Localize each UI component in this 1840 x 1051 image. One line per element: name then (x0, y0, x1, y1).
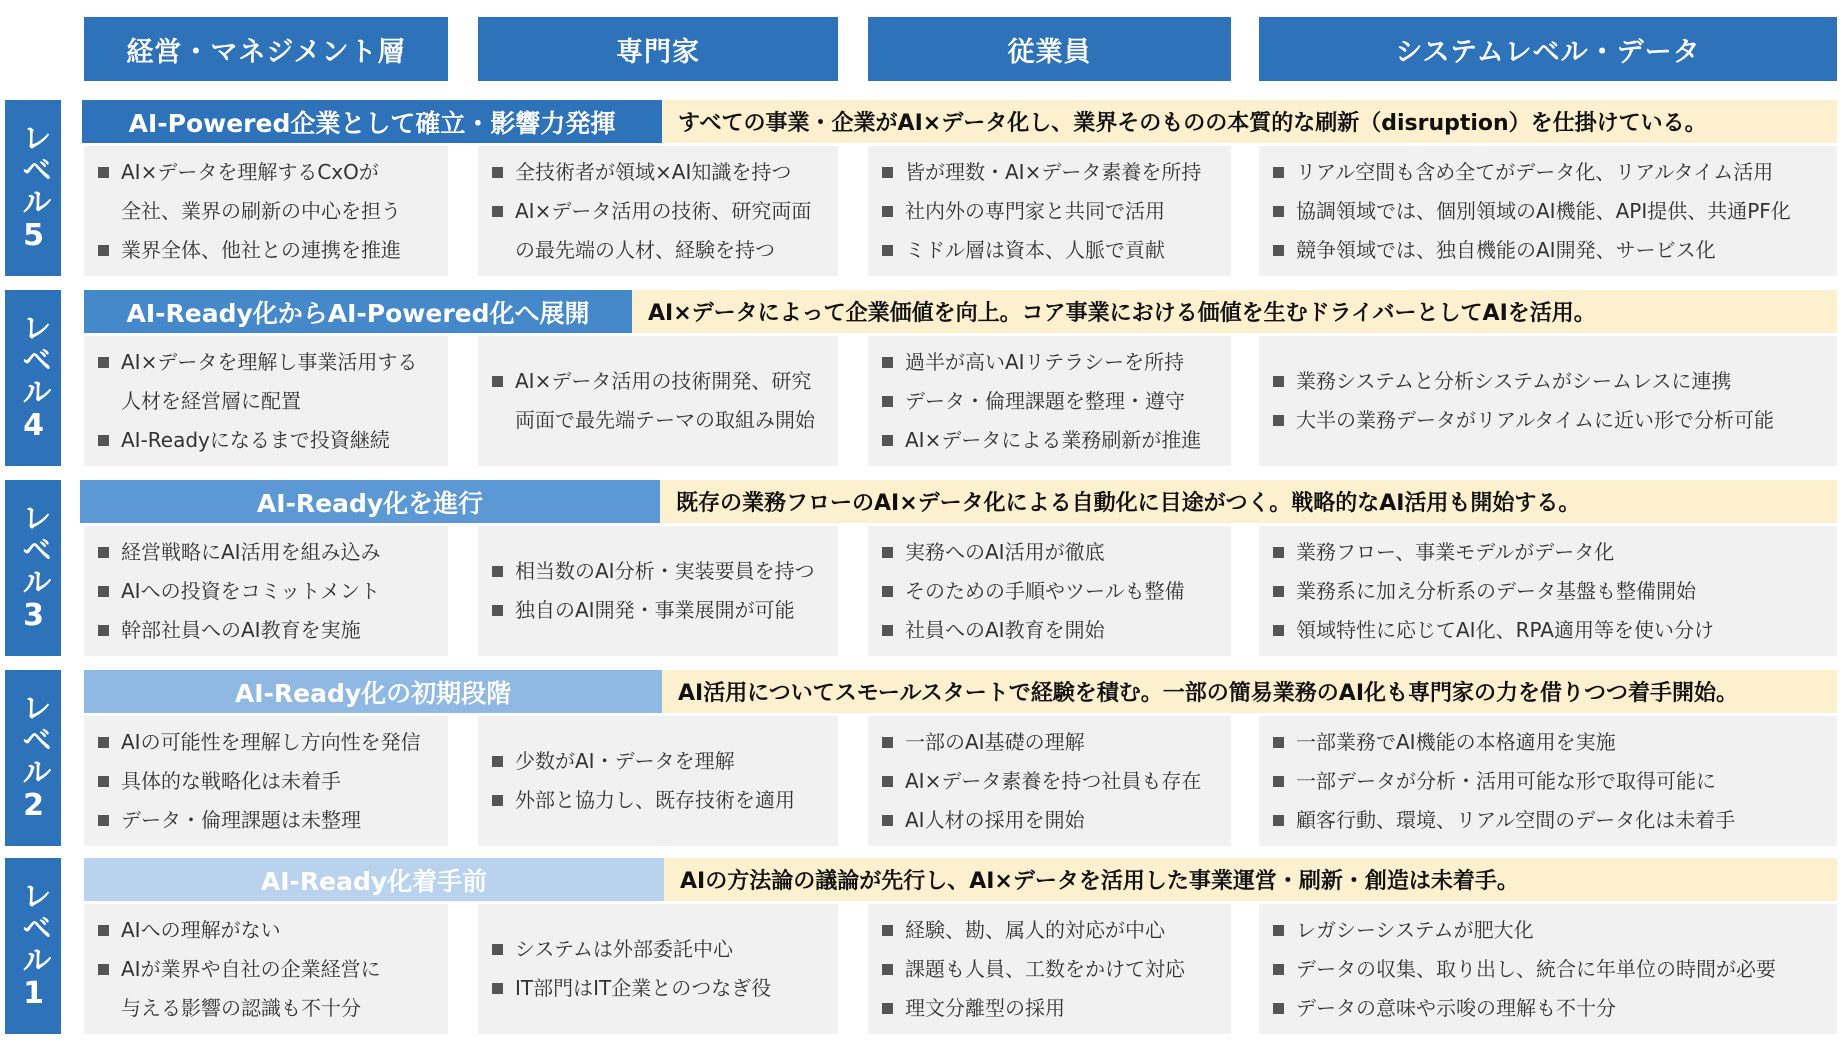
square-bullet-icon (1273, 925, 1284, 936)
square-bullet-icon (492, 605, 503, 616)
bullet-item-continuation (98, 382, 436, 421)
bullet-text: 一部データが分析・活用可能な形で取得可能に (1296, 768, 1716, 793)
bullet-item (492, 742, 826, 781)
bullet-text: 業務フロー、事業モデルがデータ化 (1296, 539, 1615, 564)
square-bullet-icon (1273, 376, 1284, 387)
bullet-item (882, 911, 1219, 950)
bullet-text: AIの可能性を理解し方向性を発信 (121, 729, 421, 754)
square-bullet-icon (492, 167, 503, 178)
square-bullet-icon (1273, 586, 1284, 597)
cell-experts-level-2 (478, 716, 838, 846)
bullet-text: 領域特性に応じてAI化、RPA適用等を使い分け (1296, 617, 1714, 642)
square-bullet-icon (98, 737, 109, 748)
level-title-2: AI-Ready化の初期段階 (84, 670, 662, 713)
square-bullet-icon (882, 167, 893, 178)
bullet-text: データ・倫理課題は未整理 (121, 807, 361, 832)
header-system-data: システムレベル・データ (1259, 17, 1837, 81)
cell-system-data-level-4 (1259, 336, 1837, 466)
bullet-item-continuation (492, 231, 826, 270)
bullet-text: AIへの理解がない (121, 917, 281, 942)
square-bullet-icon (1273, 625, 1284, 636)
square-bullet-icon (98, 625, 109, 636)
bullet-item (882, 231, 1219, 270)
cell-employees-level-1 (868, 904, 1231, 1034)
cell-experts-level-4 (478, 336, 838, 466)
bullet-text: 全技術者が領域×AI知識を持つ (515, 159, 792, 184)
level-tab-5: レベル5 (5, 100, 61, 276)
square-bullet-icon (882, 245, 893, 256)
square-bullet-icon (1273, 1003, 1284, 1014)
square-bullet-icon (882, 776, 893, 787)
bullet-text: AI×データによる業務刷新が推進 (905, 427, 1202, 452)
square-bullet-icon (492, 756, 503, 767)
square-bullet-icon (1273, 964, 1284, 975)
bullet-item (882, 153, 1219, 192)
square-bullet-icon (492, 566, 503, 577)
bullet-item (882, 611, 1219, 650)
square-bullet-icon (1273, 245, 1284, 256)
bullet-item (492, 969, 826, 1008)
bullet-text: 具体的な戦略化は未着手 (121, 768, 341, 793)
bullet-text: 一部のAI基礎の理解 (905, 729, 1085, 754)
bullet-item (1273, 911, 1825, 950)
bullet-item (882, 382, 1219, 421)
bullet-item (1273, 989, 1825, 1028)
square-bullet-icon (1273, 776, 1284, 787)
bullet-text: 協調領域では、個別領域のAI機能、API提供、共通PF化 (1296, 198, 1791, 223)
bullet-item (1273, 362, 1825, 401)
bullet-text: 理文分離型の採用 (905, 995, 1065, 1020)
square-bullet-icon (98, 925, 109, 936)
bullet-item (1273, 533, 1825, 572)
square-bullet-icon (882, 964, 893, 975)
bullet-text: 業務システムと分析システムがシームレスに連携 (1296, 369, 1732, 393)
square-bullet-icon (98, 586, 109, 597)
bullet-text: 皆が理数・AI×データ素養を所持 (905, 159, 1202, 184)
bullet-item (98, 611, 436, 650)
level-title-3: AI-Ready化を進行 (80, 480, 660, 523)
square-bullet-icon (98, 167, 109, 178)
bullet-text: 実務へのAI活用が徹底 (905, 539, 1105, 564)
bullet-item (1273, 192, 1825, 231)
cell-experts-level-5 (478, 146, 838, 276)
bullet-text: 相当数のAI分析・実装要員を持つ (515, 559, 815, 583)
level-summary-3: 既存の業務フローのAI×データ化による自動化に目途がつく。戦略的なAI活用も開始する。 (660, 480, 1837, 523)
level-summary-4: AI×データによって企業価値を向上。コア事業における価値を生むドライバーとしてAIを活用。 (632, 290, 1837, 333)
square-bullet-icon (98, 815, 109, 826)
square-bullet-icon (882, 625, 893, 636)
bullet-item (492, 362, 826, 401)
bullet-text: そのための手順やツールも整備 (905, 578, 1185, 603)
bullet-text: 経営戦略にAI活用を組み込み (121, 539, 381, 564)
bullet-text: 過半が高いAIリテラシーを所持 (905, 349, 1185, 374)
square-bullet-icon (1273, 167, 1284, 178)
bullet-item (492, 153, 826, 192)
level-title-1: AI-Ready化着手前 (84, 858, 664, 901)
bullet-text: AIへの投資をコミットメント (121, 578, 380, 603)
square-bullet-icon (882, 547, 893, 558)
square-bullet-icon (882, 435, 893, 446)
bullet-text: AI×データ素養を持つ社員も存在 (905, 768, 1202, 793)
bullet-text: データの収集、取り出し、統合に年単位の時間が必要 (1296, 956, 1776, 981)
square-bullet-icon (98, 964, 109, 975)
bullet-text: リアル空間も含め全てがデータ化、リアルタイム活用 (1296, 159, 1774, 184)
level-tab-1: レベル1 (5, 858, 61, 1034)
square-bullet-icon (882, 1003, 893, 1014)
cell-system-data-level-3 (1259, 526, 1837, 656)
bullet-item (882, 989, 1219, 1028)
cell-employees-level-4 (868, 336, 1231, 466)
bullet-item (98, 950, 436, 989)
bullet-item (1273, 611, 1825, 650)
square-bullet-icon (1273, 206, 1284, 217)
square-bullet-icon (492, 376, 503, 387)
bullet-item (98, 153, 436, 192)
bullet-item (1273, 762, 1825, 801)
bullet-item (1273, 153, 1825, 192)
square-bullet-icon (882, 357, 893, 368)
bullet-item (1273, 231, 1825, 270)
square-bullet-icon (882, 737, 893, 748)
bullet-item (1273, 801, 1825, 840)
bullet-item (492, 591, 826, 630)
square-bullet-icon (882, 586, 893, 597)
bullet-item (98, 911, 436, 950)
bullet-item (98, 762, 436, 801)
bullet-item (882, 572, 1219, 611)
bullet-text: ミドル層は資本、人脈で貢献 (905, 237, 1165, 262)
bullet-text: 顧客行動、環境、リアル空間のデータ化は未着手 (1296, 807, 1736, 832)
square-bullet-icon (492, 206, 503, 217)
bullet-text: 競争領域では、独自機能のAI開発、サービス化 (1296, 237, 1716, 262)
bullet-text: 少数がAI・データを理解 (515, 749, 735, 773)
bullet-text: AI-Readyになるまで投資継続 (121, 427, 390, 452)
header-management: 経営・マネジメント層 (84, 17, 448, 81)
bullet-item (882, 762, 1219, 801)
bullet-text: 一部業務でAI機能の本格適用を実施 (1296, 729, 1616, 754)
bullet-item (98, 533, 436, 572)
bullet-item (492, 192, 826, 231)
square-bullet-icon (1273, 547, 1284, 558)
bullet-item (1273, 723, 1825, 762)
bullet-text: AIが業界や自社の企業経営に (121, 956, 381, 981)
cell-management-level-2 (84, 716, 448, 846)
bullet-item (882, 343, 1219, 382)
bullet-text: AI×データ活用の技術開発、研究 (515, 369, 812, 393)
cell-employees-level-2 (868, 716, 1231, 846)
bullet-item (98, 343, 436, 382)
bullet-item (882, 723, 1219, 762)
bullet-item (882, 421, 1219, 460)
square-bullet-icon (98, 435, 109, 446)
square-bullet-icon (98, 776, 109, 787)
level-summary-1: AIの方法論の議論が先行し、AI×データを活用した事業運営・刷新・創造は未着手。 (664, 858, 1837, 901)
bullet-text: AI×データを理解するCxOが (121, 159, 379, 184)
bullet-text: レガシーシステムが肥大化 (1296, 917, 1534, 942)
level-summary-2: AI活用についてスモールスタートで経験を積む。一部の簡易業務のAI化も専門家の力を借りつつ着手開始。 (662, 670, 1837, 713)
bullet-text: 社内外の専門家と共同で活用 (905, 198, 1165, 223)
square-bullet-icon (1273, 815, 1284, 826)
cell-system-data-level-5 (1259, 146, 1837, 276)
bullet-item (882, 192, 1219, 231)
square-bullet-icon (492, 983, 503, 994)
bullet-text: 幹部社員へのAI教育を実施 (121, 617, 361, 642)
bullet-text: システムは外部委託中心 (515, 937, 733, 961)
bullet-item (1273, 401, 1825, 440)
cell-management-level-3 (84, 526, 448, 656)
cell-system-data-level-1 (1259, 904, 1837, 1034)
bullet-text: 経験、勘、属人的対応が中心 (905, 917, 1165, 942)
bullet-text: AI×データ活用の技術、研究両面 (515, 198, 812, 223)
bullet-text: 業界全体、他社との連携を推進 (121, 237, 401, 262)
bullet-item-continuation (492, 401, 826, 440)
bullet-text: 独自のAI開発・事業展開が可能 (515, 598, 795, 622)
bullet-text: 人材を経営層に配置 (121, 388, 301, 413)
cell-employees-level-5 (868, 146, 1231, 276)
cell-management-level-1 (84, 904, 448, 1034)
bullet-item (882, 801, 1219, 840)
square-bullet-icon (882, 925, 893, 936)
square-bullet-icon (98, 357, 109, 368)
square-bullet-icon (1273, 737, 1284, 748)
level-summary-5: すべての事業・企業がAI×データ化し、業界そのものの本質的な刷新（disruption）を仕掛けている。 (662, 100, 1837, 143)
bullet-item (882, 950, 1219, 989)
bullet-item-continuation (98, 989, 436, 1028)
cell-employees-level-3 (868, 526, 1231, 656)
level-tab-4: レベル4 (5, 290, 61, 466)
bullet-item (98, 572, 436, 611)
level-tab-3: レベル3 (5, 480, 61, 656)
bullet-item (492, 781, 826, 820)
bullet-item (492, 930, 826, 969)
level-title-4: AI-Ready化からAI-Powered化へ展開 (84, 290, 632, 333)
bullet-text: データの意味や示唆の理解も不十分 (1296, 995, 1616, 1020)
square-bullet-icon (1273, 415, 1284, 426)
bullet-item (1273, 950, 1825, 989)
square-bullet-icon (882, 206, 893, 217)
bullet-item (882, 533, 1219, 572)
bullet-text: AI×データを理解し事業活用する (121, 349, 418, 374)
bullet-text: AI人材の採用を開始 (905, 807, 1085, 832)
bullet-item (492, 552, 826, 591)
bullet-text: 業務系に加え分析系のデータ基盤も整備開始 (1296, 578, 1696, 603)
bullet-text: データ・倫理課題を整理・遵守 (905, 388, 1185, 413)
square-bullet-icon (492, 795, 503, 806)
bullet-item (98, 231, 436, 270)
cell-experts-level-3 (478, 526, 838, 656)
bullet-item-continuation (98, 192, 436, 231)
square-bullet-icon (492, 944, 503, 955)
square-bullet-icon (98, 245, 109, 256)
cell-management-level-5 (84, 146, 448, 276)
bullet-text: 課題も人員、工数をかけて対応 (905, 956, 1185, 981)
header-experts: 専門家 (478, 17, 838, 81)
bullet-text: 与える影響の認識も不十分 (121, 995, 361, 1020)
bullet-item (98, 421, 436, 460)
square-bullet-icon (98, 547, 109, 558)
bullet-item (98, 801, 436, 840)
bullet-text: 全社、業界の刷新の中心を担う (121, 198, 401, 223)
bullet-text: の最先端の人材、経験を持つ (515, 237, 775, 262)
level-title-5: AI-Powered企業として確立・影響力発揮 (82, 100, 662, 143)
bullet-text: 社員へのAI教育を開始 (905, 617, 1105, 642)
header-employees: 従業員 (868, 17, 1231, 81)
square-bullet-icon (882, 396, 893, 407)
level-tab-2: レベル2 (5, 670, 61, 846)
bullet-text: 両面で最先端テーマの取組み開始 (515, 408, 815, 432)
bullet-text: 外部と協力し、既存技術を適用 (515, 788, 795, 812)
cell-system-data-level-2 (1259, 716, 1837, 846)
square-bullet-icon (882, 815, 893, 826)
cell-experts-level-1 (478, 904, 838, 1034)
bullet-item (98, 723, 436, 762)
cell-management-level-4 (84, 336, 448, 466)
bullet-text: IT部門はIT企業とのつなぎ役 (515, 976, 772, 1000)
bullet-text: 大半の業務データがリアルタイムに近い形で分析可能 (1296, 408, 1774, 432)
bullet-item (1273, 572, 1825, 611)
